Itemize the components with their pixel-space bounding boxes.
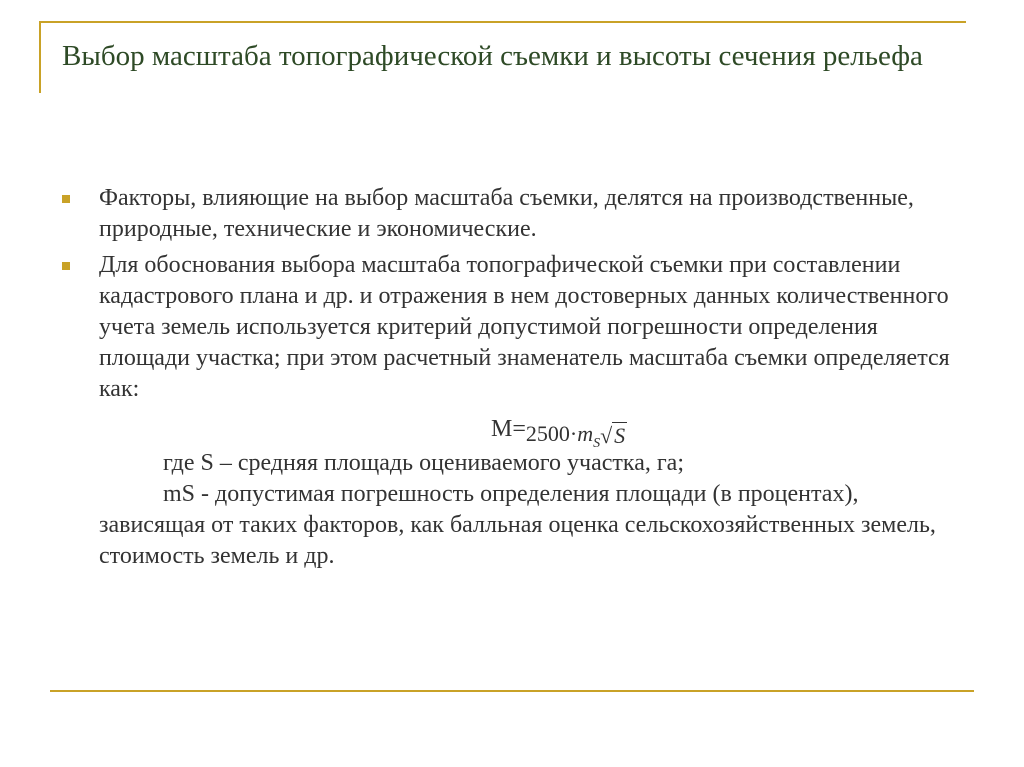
slide-content <box>62 183 962 572</box>
definition-text: mS - допустимая погрешность определения площади (в процентах), зависящая от таких факторов, как балльная оценка сельскохозяйственных земель, стоимость земель и др. <box>99 481 936 569</box>
sqrt-icon: √ <box>600 423 613 448</box>
definition-s <box>62 448 962 479</box>
formula-dot: · <box>569 421 578 446</box>
scale-formula <box>62 410 962 451</box>
square-bullet-icon <box>62 195 70 203</box>
formula-subscript: S <box>593 436 601 451</box>
definition-text: где S – средняя площадь оцениваемого участка, га; <box>163 450 685 476</box>
bullet-text: Факторы, влияющие на выбор масштаба съемки, делятся на производственные, природные, технические и экономические. <box>99 185 914 242</box>
definition-ms <box>62 479 962 572</box>
formula-coefficient: 2500 <box>525 421 570 446</box>
bullet-item-factors <box>62 183 962 245</box>
square-bullet-icon <box>62 262 70 270</box>
slide-title: Выбор масштаба топографической съемки и высоты сечения рельефа <box>62 40 923 72</box>
top-rule <box>39 21 966 23</box>
bottom-rule <box>50 690 974 692</box>
formula-sqrt <box>600 417 627 455</box>
bullet-item-criterion <box>62 250 962 405</box>
bullet-text: Для обоснования выбора масштаба топографической съемки при составлении кадастрового плана и др. и отражения в нем достоверных данных количественного учета земель используется критерий допустимой погрешности определения площади участка; при этом расчетный знаменатель масштаба съемки определяется как: <box>99 252 950 402</box>
formula-rhs <box>525 421 627 451</box>
formula-m: m <box>577 421 594 446</box>
left-rule <box>39 21 41 93</box>
formula-radicand: S <box>614 423 626 448</box>
formula-lhs: М= <box>491 416 526 442</box>
